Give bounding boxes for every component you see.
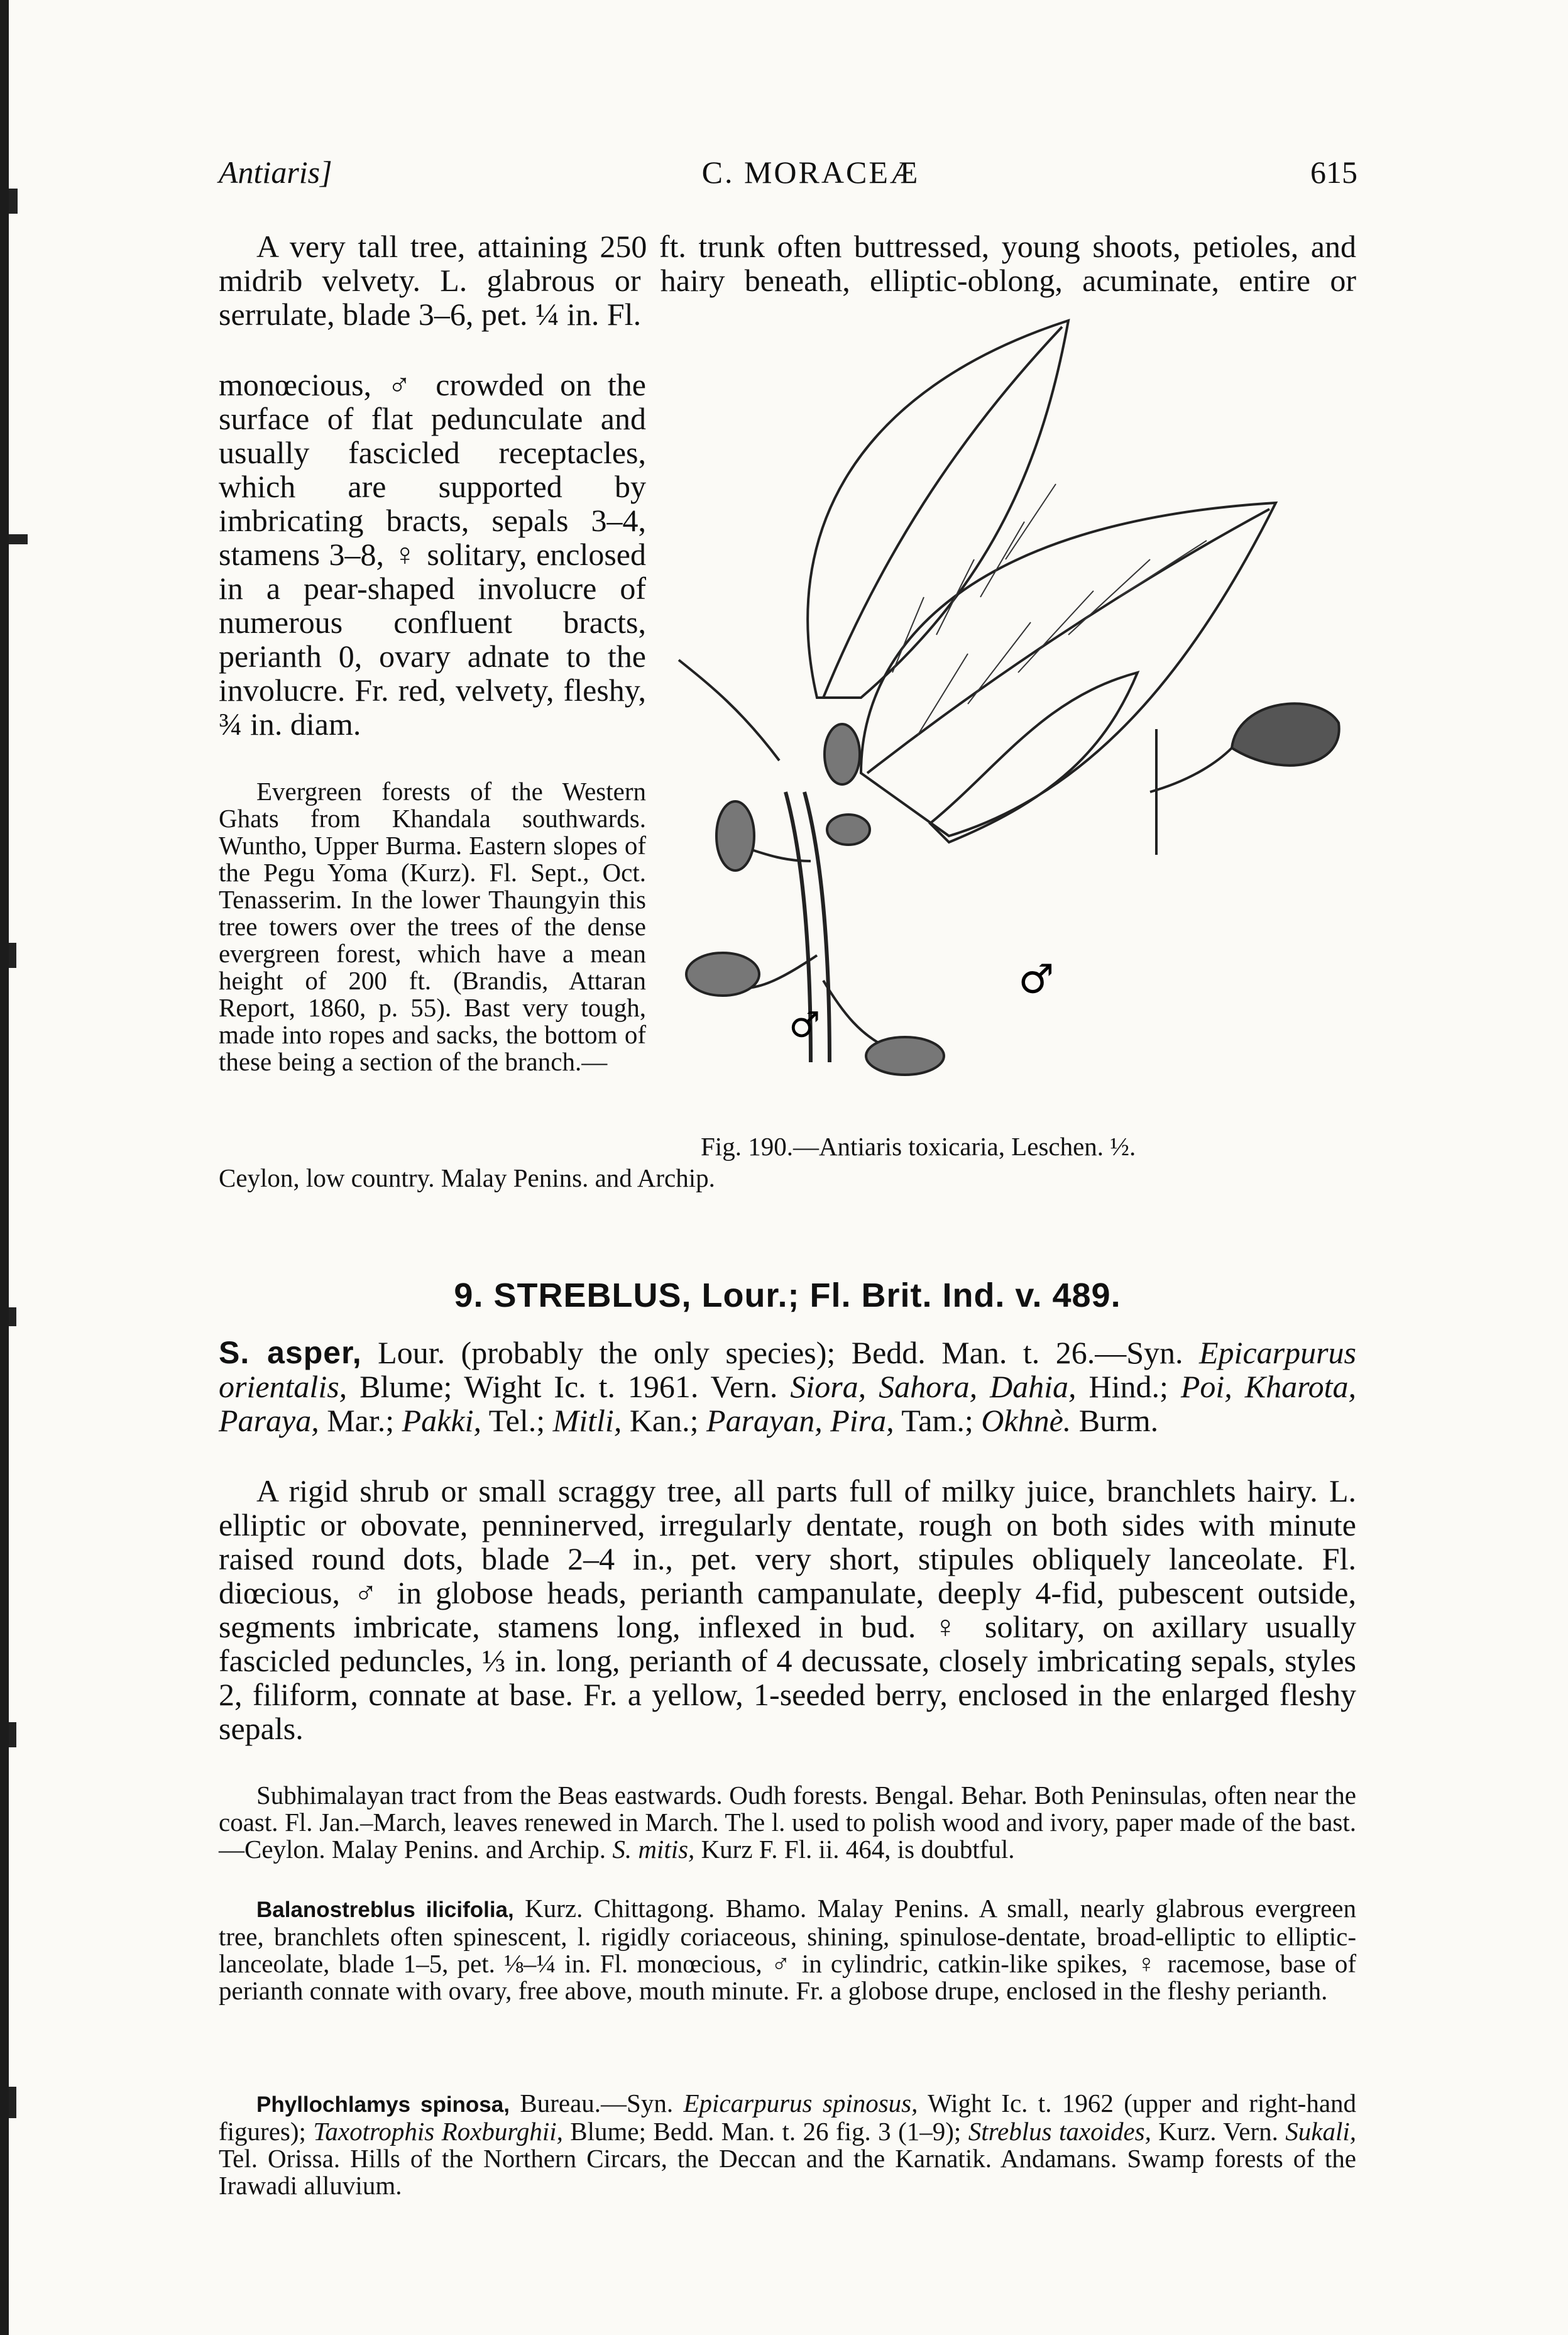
streblus-description: A rigid shrub or small scraggy tree, all parts full of milky juice, branchlets hairy. L. elliptic or obovate, penninerved, irregularly dentate, rough on both sides with minute raised round dots, blade 2–4 in., pet. very short, stipules obliquely lanceolate. Fl. diœcious, ♂ in globose heads, perianth campanulate, deeply 4-fid, pubescent outside, segments imbricate, stamens long, inflexed in bud. ♀ solitary, on axillary usually fascicled peduncles, ⅓ in. long, perianth of 4 decussate, closely imbricating sepals, styles 2, filiform, connate at base. Fr. a yellow, 1-seeded berry, enclosed in the enlarged fleshy sepals.: [219, 1473, 1356, 1746]
synonymy-text: Blume; Wight Ic. t. 1961. Vern.: [359, 1369, 778, 1404]
synonym-name: Streblus taxoides,: [968, 2117, 1151, 2146]
page-binding-edge: [0, 0, 9, 2335]
fruit-stalk: [1150, 729, 1232, 855]
receptacle-1: [686, 953, 759, 996]
page-number: 615: [1310, 155, 1357, 190]
vernacular-names: Poi, Kharota, Paraya,: [219, 1369, 1357, 1438]
language-label: Kan.;: [629, 1403, 699, 1438]
synonym-name: Epicarpurus orientalis,: [219, 1335, 1357, 1404]
peduncle-3: [748, 849, 811, 861]
antiaris-description-wrap: monœcious, ♂ crowded on the surface of flat pedunculate and usually fascicled receptacles, which are supported by imbricating bracts, sepals 3–4, stamens 3–8, ♀ solitary, enclosed in a pear-shaped involucre of numerous confluent bracts, perianth 0, ovary adnate to the involucre. Fr. red, velvety, fleshy, ¾ in. diam.: [219, 367, 646, 742]
streblus-distribution: [219, 1782, 1356, 1863]
synonymy-text: Lour. (probably the only species); Bedd. Man. t. 26.—Syn.: [378, 1335, 1183, 1370]
related-species-name: S. mitis,: [612, 1835, 695, 1864]
synonym-name: Epicarpurus spinosus,: [683, 2089, 918, 2118]
language-label: Tam.;: [901, 1403, 973, 1438]
entry-text: Kurz. Vern.: [1158, 2117, 1278, 2146]
entry-text: Bureau.—Syn.: [520, 2089, 674, 2118]
binding-mark: [9, 2087, 16, 2118]
running-head-center: C. MORACEÆ: [701, 155, 920, 190]
antiaris-figure: [654, 295, 1364, 1125]
binding-mark: [9, 534, 28, 544]
vernacular-names: Mitli,: [552, 1403, 622, 1438]
leaf-main: [861, 503, 1276, 836]
antiaris-distribution-end: Ceylon, low country. Malay Penins. and Archip.: [219, 1163, 715, 1192]
vernacular-names: Parayan, Pira,: [706, 1403, 894, 1438]
language-label: Burm.: [1078, 1403, 1159, 1438]
pear-shaped-fruit: [1232, 703, 1339, 765]
distribution-text: Subhimalayan tract from the Beas eastwards. Oudh forests. Bengal. Behar. Both Peninsulas, often near the coast. Fl. Jan.–March, leaves renewed in March. The l. used to polish wood and ivory, paper made of the bast.—Ceylon. Malay Penins. and Archip.: [219, 1781, 1356, 1864]
vernacular-names: Okhnè.: [981, 1403, 1072, 1438]
antiaris-description-top: A very tall tree, attaining 250 ft. trunk often buttressed, young shoots, petioles, and midrib velvety. L. glabrous or hairy beneath, elliptic-oblong, acuminate, entire or serrulate, blade 3–6, pet. ¼ in. Fl.: [219, 229, 1356, 332]
binding-mark: [9, 189, 18, 214]
male-flower-label: ♂: [789, 1005, 821, 1046]
leaf-lower: [930, 673, 1138, 842]
leaf-upper-midrib: [823, 327, 1062, 698]
vernacular-names: Pakki,: [402, 1403, 481, 1438]
fruit-bud-2: [827, 815, 870, 845]
genus-species-name: Balanostreblus ilicifolia,: [256, 1898, 514, 1922]
entry-text: Tel. Orissa. Hills of the Northern Circars, the Deccan and the Karnatik. Andamans. Swamp forests of the Irawadi alluvium.: [219, 2144, 1356, 2200]
running-head-left: Antiaris]: [219, 155, 332, 190]
vernacular-names: Sukali,: [1285, 2117, 1357, 2146]
genus-species-name: Phyllochlamys spinosa,: [256, 2092, 510, 2117]
vernacular-names: Siora, Sahora, Dahia,: [790, 1369, 1077, 1404]
phyllochlamys-entry: [219, 2090, 1356, 2199]
antiaris-distribution-wrap: Evergreen forests of the Western Ghats from Khandala southwards. Wuntho, Upper Burma. Eastern slopes of the Pegu Yoma (Kurz). Fl. Sept., Oct. Tenasserim. In the lower Thaungyin this tree towers over the trees of the dense evergreen forest, which have a mean height of 200 ft. (Brandis, Attaran Report, 1860, p. 55). Bast very tough, made into ropes and sacks, the bottom of these being a section of the branch.—: [219, 777, 646, 1076]
synonym-name: Taxotrophis Roxburghii,: [313, 2117, 563, 2146]
genus-heading: 9. STREBLUS, Lour.; Fl. Brit. Ind. v. 489.: [454, 1277, 1121, 1314]
leaf-main-midrib: [867, 509, 1269, 773]
receptacle-2: [866, 1037, 944, 1075]
language-label: Tel.;: [488, 1403, 546, 1438]
male-symbol-label: ♂: [1018, 957, 1055, 1003]
distribution-text: Kurz F. Fl. ii. 464, is doubtful.: [701, 1835, 1015, 1864]
receptacle-3: [716, 801, 754, 871]
fruit-bud-1: [825, 724, 860, 784]
balanostreblus-entry: [219, 1895, 1356, 2004]
species-name: S. asper,: [219, 1335, 362, 1370]
peduncle-2: [823, 981, 892, 1050]
entry-text: Kurz. Chittagong. Bhamo. Malay Penins. A small, nearly glabrous evergreen tree, branchlets often spinescent, l. rigidly coriaceous, shining, spinulose-dentate, broad-elliptic to elliptic-lanceolate, blade 1–5, pet. ⅛–¼ in. Fl. monœcious, ♂ in cylindric, catkin-like spikes, ♀ racemose, base of perianth connate with ovary, free above, mouth minute. Fr. a globose drupe, enclosed in the fleshy perianth.: [219, 1894, 1357, 2005]
streblus-synonymy: [219, 1336, 1356, 1437]
language-label: Hind.;: [1088, 1369, 1168, 1404]
language-label: Mar.;: [327, 1403, 395, 1438]
small-leaf-left: [679, 660, 779, 761]
binding-mark: [9, 1307, 16, 1326]
figure-caption: Fig. 190.—Antiaris toxicaria, Leschen. ½.: [701, 1132, 1136, 1161]
binding-mark: [9, 1722, 16, 1747]
entry-text: Wight Ic. t. 1962 (upper and right-hand figures);: [219, 2089, 1357, 2146]
binding-mark: [9, 943, 16, 968]
entry-text: Blume; Bedd. Man. t. 26 fig. 3 (1–9);: [570, 2117, 962, 2146]
